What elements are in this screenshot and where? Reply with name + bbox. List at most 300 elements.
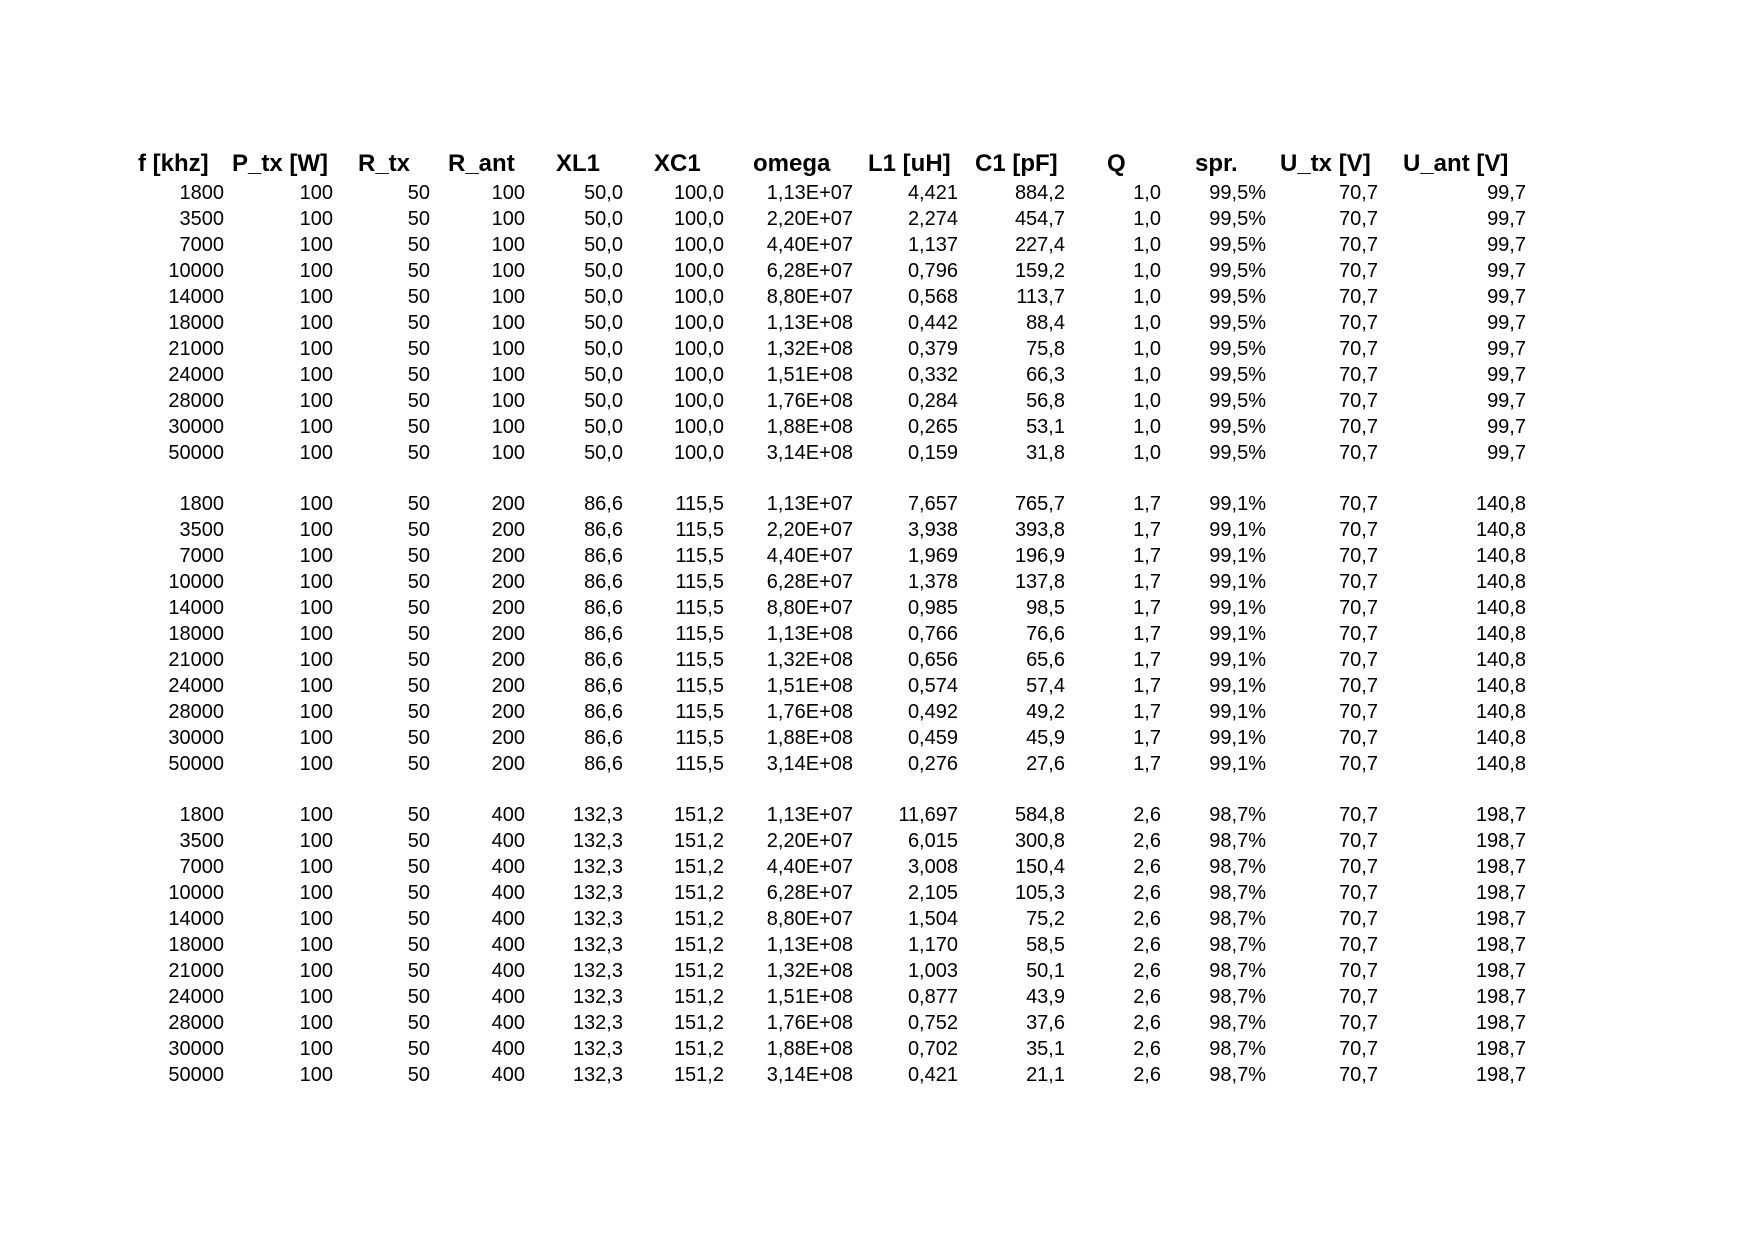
table-cell: 10000 xyxy=(168,260,224,282)
table-cell: 132,3 xyxy=(572,960,623,982)
table-cell: 1,0 xyxy=(1133,234,1161,256)
table-cell: 99,7 xyxy=(1487,416,1526,438)
table-cell: 200 xyxy=(491,597,525,619)
table-cell: 88,4 xyxy=(1026,312,1065,334)
table-row xyxy=(0,232,1754,258)
table-cell: 50,0 xyxy=(584,338,623,360)
table-cell: 113,7 xyxy=(1016,286,1065,308)
table-cell: 50 xyxy=(407,1012,430,1034)
table-cell: 1,32E+08 xyxy=(766,338,853,360)
table-cell: 70,7 xyxy=(1339,986,1378,1008)
table-cell: 50 xyxy=(407,338,430,360)
table-cell: 86,6 xyxy=(584,753,623,775)
table-cell: 70,7 xyxy=(1339,390,1378,412)
table-cell: 50000 xyxy=(168,753,224,775)
table-cell: 75,8 xyxy=(1026,338,1065,360)
table-cell: 0,332 xyxy=(907,364,958,386)
table-cell: 100 xyxy=(491,260,525,282)
table-cell: 99,7 xyxy=(1487,442,1526,464)
table-cell: 1,7 xyxy=(1133,597,1161,619)
table-cell: 400 xyxy=(491,1012,525,1034)
table-cell: 1,13E+07 xyxy=(766,804,853,826)
table-cell: 400 xyxy=(491,830,525,852)
table-cell: 50 xyxy=(407,416,430,438)
table-cell: 1,7 xyxy=(1133,649,1161,671)
table-cell: 70,7 xyxy=(1339,882,1378,904)
table-cell: 70,7 xyxy=(1339,442,1378,464)
table-cell: 115,5 xyxy=(675,623,724,645)
table-cell: 884,2 xyxy=(1014,182,1065,204)
table-cell: 115,5 xyxy=(675,571,724,593)
table-cell: 70,7 xyxy=(1339,545,1378,567)
table-cell: 50 xyxy=(407,312,430,334)
table-cell: 70,7 xyxy=(1339,727,1378,749)
table-cell: 7,657 xyxy=(907,493,958,515)
table-cell: 70,7 xyxy=(1339,493,1378,515)
table-cell: 98,7% xyxy=(1209,882,1266,904)
table-cell: 1,32E+08 xyxy=(766,649,853,671)
table-cell: 2,6 xyxy=(1133,856,1161,878)
table-cell: 70,7 xyxy=(1339,804,1378,826)
table-cell: 140,8 xyxy=(1475,675,1526,697)
header-row xyxy=(0,151,1754,177)
table-cell: 98,7% xyxy=(1209,908,1266,930)
table-cell: 100,0 xyxy=(673,416,724,438)
table-cell: 50 xyxy=(407,1064,430,1086)
table-cell: 115,5 xyxy=(675,753,724,775)
table-row xyxy=(0,1062,1754,1088)
table-cell: 1,0 xyxy=(1133,416,1161,438)
table-cell: 140,8 xyxy=(1475,727,1526,749)
table-cell: 86,6 xyxy=(584,675,623,697)
table-cell: 99,1% xyxy=(1209,649,1266,671)
table-cell: 99,1% xyxy=(1209,753,1266,775)
table-cell: 70,7 xyxy=(1339,856,1378,878)
table-cell: 1,76E+08 xyxy=(766,701,853,723)
table-cell: 100,0 xyxy=(673,442,724,464)
table-cell: 70,7 xyxy=(1339,208,1378,230)
table-cell: 18000 xyxy=(168,312,224,334)
table-cell: 99,5% xyxy=(1209,286,1266,308)
table-cell: 99,1% xyxy=(1209,493,1266,515)
table-row xyxy=(0,543,1754,569)
table-cell: 100 xyxy=(299,208,333,230)
table-cell: 11,697 xyxy=(898,804,958,826)
table-cell: 1,504 xyxy=(907,908,958,930)
table-cell: 50 xyxy=(407,519,430,541)
table-cell: 100 xyxy=(299,234,333,256)
table-cell: 98,7% xyxy=(1209,804,1266,826)
table-cell: 115,5 xyxy=(675,701,724,723)
table-cell: 100 xyxy=(299,623,333,645)
table-cell: 454,7 xyxy=(1014,208,1065,230)
table-cell: 50,0 xyxy=(584,442,623,464)
table-cell: 86,6 xyxy=(584,545,623,567)
table-cell: 100 xyxy=(299,1012,333,1034)
table-cell: 1,13E+08 xyxy=(766,623,853,645)
table-cell: 50 xyxy=(407,753,430,775)
table-cell: 198,7 xyxy=(1475,908,1526,930)
table-row xyxy=(0,828,1754,854)
table-row xyxy=(0,673,1754,699)
table-cell: 99,7 xyxy=(1487,208,1526,230)
table-cell: 0,985 xyxy=(907,597,958,619)
table-cell: 99,7 xyxy=(1487,390,1526,412)
table-cell: 1,137 xyxy=(907,234,958,256)
table-cell: 100 xyxy=(491,208,525,230)
table-cell: 198,7 xyxy=(1475,934,1526,956)
table-cell: 35,1 xyxy=(1026,1038,1065,1060)
table-cell: 86,6 xyxy=(584,597,623,619)
table-cell: 99,1% xyxy=(1209,545,1266,567)
table-cell: 100 xyxy=(299,571,333,593)
table-row xyxy=(0,802,1754,828)
table-cell: 200 xyxy=(491,623,525,645)
table-cell: 100,0 xyxy=(673,364,724,386)
table-cell: 151,2 xyxy=(673,934,724,956)
table-cell: 28000 xyxy=(168,1012,224,1034)
table-cell: 1,0 xyxy=(1133,364,1161,386)
table-cell: 86,6 xyxy=(584,623,623,645)
table-cell: 86,6 xyxy=(584,701,623,723)
table-cell: 0,574 xyxy=(907,675,958,697)
table-cell: 70,7 xyxy=(1339,934,1378,956)
table-cell: 4,40E+07 xyxy=(766,234,853,256)
table-cell: 100,0 xyxy=(673,338,724,360)
table-cell: 151,2 xyxy=(673,986,724,1008)
table-cell: 2,6 xyxy=(1133,804,1161,826)
table-cell: 0,265 xyxy=(907,416,958,438)
table-cell: 151,2 xyxy=(673,856,724,878)
table-cell: 10000 xyxy=(168,571,224,593)
table-cell: 115,5 xyxy=(675,519,724,541)
table-cell: 3,008 xyxy=(907,856,958,878)
table-cell: 50000 xyxy=(168,1064,224,1086)
table-cell: 98,7% xyxy=(1209,1064,1266,1086)
table-cell: 86,6 xyxy=(584,519,623,541)
table-cell: 31,8 xyxy=(1026,442,1065,464)
table-cell: 56,8 xyxy=(1026,390,1065,412)
column-header: spr. xyxy=(1195,150,1238,177)
table-cell: 1,13E+08 xyxy=(766,934,853,956)
table-cell: 198,7 xyxy=(1475,882,1526,904)
table-cell: 2,105 xyxy=(907,882,958,904)
table-cell: 140,8 xyxy=(1475,701,1526,723)
table-row xyxy=(0,932,1754,958)
table-cell: 98,7% xyxy=(1209,830,1266,852)
table-cell: 100 xyxy=(299,830,333,852)
table-cell: 8,80E+07 xyxy=(766,908,853,930)
table-cell: 70,7 xyxy=(1339,597,1378,619)
table-cell: 50 xyxy=(407,234,430,256)
table-cell: 70,7 xyxy=(1339,675,1378,697)
table-cell: 4,421 xyxy=(907,182,958,204)
table-cell: 50,0 xyxy=(584,286,623,308)
table-cell: 50,0 xyxy=(584,364,623,386)
table-cell: 4,40E+07 xyxy=(766,856,853,878)
table-cell: 151,2 xyxy=(673,1064,724,1086)
table-cell: 140,8 xyxy=(1475,545,1526,567)
table-cell: 14000 xyxy=(168,908,224,930)
table-cell: 1,7 xyxy=(1133,675,1161,697)
table-cell: 0,702 xyxy=(907,1038,958,1060)
table-cell: 1,7 xyxy=(1133,701,1161,723)
table-cell: 45,9 xyxy=(1026,727,1065,749)
table-cell: 0,379 xyxy=(907,338,958,360)
table-cell: 99,5% xyxy=(1209,260,1266,282)
table-cell: 99,5% xyxy=(1209,390,1266,412)
table-cell: 100 xyxy=(299,908,333,930)
table-row xyxy=(0,621,1754,647)
table-cell: 50 xyxy=(407,442,430,464)
table-cell: 0,656 xyxy=(907,649,958,671)
table-cell: 198,7 xyxy=(1475,1012,1526,1034)
column-header: XL1 xyxy=(556,150,601,177)
table-cell: 24000 xyxy=(168,986,224,1008)
table-cell: 0,796 xyxy=(907,260,958,282)
table-cell: 8,80E+07 xyxy=(766,286,853,308)
table-cell: 3,14E+08 xyxy=(766,753,853,775)
table-row xyxy=(0,725,1754,751)
table-row xyxy=(0,1010,1754,1036)
table-cell: 24000 xyxy=(168,364,224,386)
table-cell: 98,7% xyxy=(1209,856,1266,878)
table-cell: 98,7% xyxy=(1209,1012,1266,1034)
table-cell: 100 xyxy=(299,597,333,619)
table-cell: 28000 xyxy=(168,390,224,412)
table-cell: 99,1% xyxy=(1209,675,1266,697)
table-row xyxy=(0,906,1754,932)
table-cell: 100 xyxy=(299,804,333,826)
table-cell: 2,6 xyxy=(1133,1038,1161,1060)
table-cell: 8,80E+07 xyxy=(766,597,853,619)
table-cell: 200 xyxy=(491,675,525,697)
table-cell: 50 xyxy=(407,597,430,619)
table-cell: 200 xyxy=(491,493,525,515)
table-cell: 2,20E+07 xyxy=(766,208,853,230)
table-cell: 1,0 xyxy=(1133,442,1161,464)
table-cell: 1800 xyxy=(179,493,224,515)
table-cell: 132,3 xyxy=(572,934,623,956)
table-cell: 70,7 xyxy=(1339,623,1378,645)
table-cell: 1,88E+08 xyxy=(766,416,853,438)
table-cell: 50 xyxy=(407,804,430,826)
table-cell: 50,0 xyxy=(584,390,623,412)
table-cell: 50 xyxy=(407,727,430,749)
table-cell: 1,7 xyxy=(1133,753,1161,775)
table-cell: 1,13E+07 xyxy=(766,182,853,204)
table-cell: 2,20E+07 xyxy=(766,830,853,852)
table-cell: 100 xyxy=(299,364,333,386)
table-cell: 137,8 xyxy=(1014,571,1065,593)
table-cell: 98,7% xyxy=(1209,934,1266,956)
table-cell: 0,877 xyxy=(907,986,958,1008)
table-cell: 200 xyxy=(491,701,525,723)
table-cell: 100 xyxy=(299,260,333,282)
table-row xyxy=(0,958,1754,984)
table-cell: 50 xyxy=(407,182,430,204)
table-row xyxy=(0,206,1754,232)
table-cell: 21000 xyxy=(168,960,224,982)
table-cell: 1,969 xyxy=(907,545,958,567)
table-cell: 198,7 xyxy=(1475,804,1526,826)
table-cell: 100,0 xyxy=(673,260,724,282)
table-cell: 100 xyxy=(491,338,525,360)
table-cell: 100 xyxy=(299,1064,333,1086)
table-cell: 100 xyxy=(491,182,525,204)
table-cell: 100 xyxy=(299,727,333,749)
table-cell: 50 xyxy=(407,830,430,852)
column-header: C1 [pF] xyxy=(975,150,1058,177)
table-cell: 50 xyxy=(407,390,430,412)
table-cell: 1,32E+08 xyxy=(766,960,853,982)
table-cell: 99,5% xyxy=(1209,312,1266,334)
table-cell: 100,0 xyxy=(673,390,724,412)
table-cell: 1,7 xyxy=(1133,623,1161,645)
table-cell: 99,5% xyxy=(1209,442,1266,464)
table-row xyxy=(0,751,1754,777)
table-cell: 1,7 xyxy=(1133,545,1161,567)
table-row xyxy=(0,336,1754,362)
table-cell: 21,1 xyxy=(1026,1064,1065,1086)
table-row xyxy=(0,440,1754,466)
table-cell: 99,7 xyxy=(1487,338,1526,360)
table-cell: 50 xyxy=(407,623,430,645)
table-cell: 50 xyxy=(407,675,430,697)
table-cell: 393,8 xyxy=(1014,519,1065,541)
table-cell: 30000 xyxy=(168,416,224,438)
table-cell: 70,7 xyxy=(1339,649,1378,671)
table-cell: 140,8 xyxy=(1475,571,1526,593)
table-cell: 100 xyxy=(299,649,333,671)
table-cell: 86,6 xyxy=(584,571,623,593)
table-cell: 140,8 xyxy=(1475,649,1526,671)
table-row xyxy=(0,854,1754,880)
table-cell: 100 xyxy=(299,519,333,541)
table-cell: 2,6 xyxy=(1133,908,1161,930)
table-cell: 105,3 xyxy=(1014,882,1065,904)
table-cell: 1,0 xyxy=(1133,338,1161,360)
table-cell: 100 xyxy=(299,545,333,567)
table-cell: 0,492 xyxy=(907,701,958,723)
table-cell: 132,3 xyxy=(572,804,623,826)
table-row xyxy=(0,258,1754,284)
table-cell: 50,0 xyxy=(584,208,623,230)
table-cell: 0,421 xyxy=(907,1064,958,1086)
table-cell: 1,7 xyxy=(1133,493,1161,515)
table-cell: 100 xyxy=(491,390,525,412)
table-row xyxy=(0,491,1754,517)
table-cell: 50,0 xyxy=(584,182,623,204)
table-cell: 198,7 xyxy=(1475,960,1526,982)
table-cell: 3500 xyxy=(179,830,224,852)
table-cell: 200 xyxy=(491,545,525,567)
table-cell: 0,459 xyxy=(907,727,958,749)
table-cell: 99,7 xyxy=(1487,234,1526,256)
table-cell: 86,6 xyxy=(584,493,623,515)
table-row xyxy=(0,388,1754,414)
table-cell: 1,51E+08 xyxy=(766,675,853,697)
table-cell: 6,015 xyxy=(907,830,958,852)
table-cell: 100 xyxy=(299,182,333,204)
table-cell: 50 xyxy=(407,856,430,878)
table-cell: 132,3 xyxy=(572,1064,623,1086)
table-cell: 1,13E+07 xyxy=(766,493,853,515)
table-cell: 6,28E+07 xyxy=(766,571,853,593)
table-cell: 1,88E+08 xyxy=(766,1038,853,1060)
table-cell: 1,170 xyxy=(907,934,958,956)
table-cell: 132,3 xyxy=(572,882,623,904)
table-cell: 99,5% xyxy=(1209,234,1266,256)
table-cell: 1,88E+08 xyxy=(766,727,853,749)
table-cell: 2,20E+07 xyxy=(766,519,853,541)
column-header: XC1 xyxy=(654,150,701,177)
table-row xyxy=(0,647,1754,673)
table-cell: 98,7% xyxy=(1209,986,1266,1008)
table-row xyxy=(0,414,1754,440)
table-cell: 70,7 xyxy=(1339,753,1378,775)
table-cell: 140,8 xyxy=(1475,493,1526,515)
table-cell: 24000 xyxy=(168,675,224,697)
column-header: U_tx [V] xyxy=(1280,150,1371,177)
table-cell: 57,4 xyxy=(1026,675,1065,697)
table-row xyxy=(0,180,1754,206)
table-cell: 50 xyxy=(407,208,430,230)
table-cell: 50,1 xyxy=(1026,960,1065,982)
table-cell: 50 xyxy=(407,571,430,593)
table-cell: 198,7 xyxy=(1475,856,1526,878)
column-header: U_ant [V] xyxy=(1403,150,1509,177)
table-cell: 100 xyxy=(299,675,333,697)
table-cell: 7000 xyxy=(179,856,224,878)
table-cell: 86,6 xyxy=(584,727,623,749)
table-cell: 65,6 xyxy=(1026,649,1065,671)
table-cell: 1,51E+08 xyxy=(766,364,853,386)
table-cell: 132,3 xyxy=(572,986,623,1008)
table-cell: 50 xyxy=(407,908,430,930)
table-cell: 50,0 xyxy=(584,234,623,256)
table-row xyxy=(0,1036,1754,1062)
table-cell: 159,2 xyxy=(1014,260,1065,282)
table-cell: 21000 xyxy=(168,649,224,671)
table-cell: 1,7 xyxy=(1133,571,1161,593)
table-cell: 0,276 xyxy=(907,753,958,775)
table-cell: 1,51E+08 xyxy=(766,986,853,1008)
table-cell: 150,4 xyxy=(1014,856,1065,878)
table-cell: 50,0 xyxy=(584,260,623,282)
table-cell: 100 xyxy=(299,416,333,438)
table-cell: 14000 xyxy=(168,597,224,619)
table-cell: 70,7 xyxy=(1339,416,1378,438)
table-cell: 70,7 xyxy=(1339,182,1378,204)
table-cell: 70,7 xyxy=(1339,1064,1378,1086)
table-cell: 0,159 xyxy=(907,442,958,464)
table-cell: 151,2 xyxy=(673,882,724,904)
table-cell: 2,6 xyxy=(1133,1064,1161,1086)
table-cell: 100 xyxy=(491,312,525,334)
table-row xyxy=(0,284,1754,310)
table-cell: 100 xyxy=(299,960,333,982)
table-cell: 132,3 xyxy=(572,830,623,852)
table-cell: 99,1% xyxy=(1209,623,1266,645)
table-cell: 140,8 xyxy=(1475,597,1526,619)
column-header: Q xyxy=(1107,150,1126,177)
table-cell: 115,5 xyxy=(675,493,724,515)
table-cell: 200 xyxy=(491,727,525,749)
table-cell: 98,7% xyxy=(1209,1038,1266,1060)
table-cell: 100 xyxy=(491,364,525,386)
table-cell: 99,7 xyxy=(1487,286,1526,308)
